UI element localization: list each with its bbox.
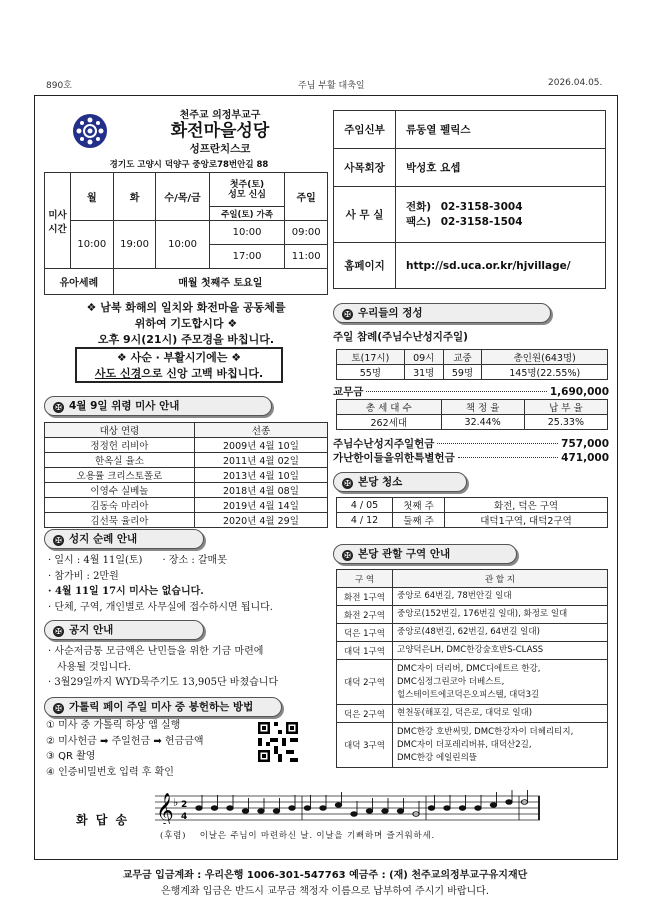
fax-label: 팩스) (406, 215, 432, 228)
table-row (45, 468, 328, 483)
homepage-label: 홈페이지 (334, 243, 396, 289)
table-row (337, 642, 608, 660)
mass-sat-time1: 10:00 (209, 221, 285, 245)
offering-section-header: ✠ 우리들의 정성 (333, 303, 551, 323)
zone-area: DMC한강 호반써밋, DMC한강자이 더헤리티지, DMC자이 더포레리버뷰, 대덕산2길, DMC한강 에일린의뜰 (393, 723, 608, 768)
memorial-date: 2018년 4월 08일 (194, 483, 327, 498)
memorial-name: 한옥실 율소 (45, 453, 195, 468)
cross-icon: ✠ (53, 703, 64, 714)
edu-fee-value: 25.33% (524, 415, 607, 430)
memorial-col1: 대상 연령 (45, 423, 195, 438)
cross-icon: ✠ (53, 626, 64, 637)
music-note (273, 809, 279, 814)
edu-fee-amount: 1,690,000 (549, 386, 609, 398)
phone-number: 02-3158-3004 (440, 200, 523, 213)
edu-fee-value: 262세대 (337, 415, 442, 430)
mass-sun-time2: 11:00 (285, 245, 328, 269)
creed-highlight: 사도 신경 (94, 367, 142, 380)
mass-sat-header: 첫주(토) 성모 신심 (209, 173, 285, 207)
music-note (459, 806, 465, 811)
pilgrim-nomass: 4월 11일 17시 미사는 없습니다. (54, 586, 204, 597)
music-note (397, 809, 403, 814)
diamond-icon: ❖ (227, 317, 238, 330)
zone-name: 대덕 1구역 (337, 642, 393, 660)
diamond-icon: ❖ (231, 351, 242, 364)
cleaning-cell: 첫째 주 (393, 498, 445, 513)
zone-area: 중앙로 64번길, 78번안길 일대 (393, 588, 608, 606)
notice-line2: 사용될 것입니다. (57, 661, 131, 673)
cleaning-cell: 화전, 덕은 구역 (445, 498, 608, 513)
music-note (227, 806, 233, 811)
time-sig-top: 2 (181, 800, 188, 810)
chair-label: 사목회장 (334, 149, 396, 187)
memorial-date: 2011년 4월 02일 (194, 453, 327, 468)
music-note (382, 809, 388, 814)
mass-sat-family-header: 주일(토) 가족 (209, 207, 285, 221)
pay-section-header: ✠ 가톨릭 페이 주일 미사 중 봉헌하는 방법 (44, 697, 282, 717)
zones-col1: 구 역 (337, 570, 393, 588)
zone-area: DMC자이 더리버, DMC디에트르 한강, DMC심정그린코아 더베스트, 힐스테이트에코덕은오피스텔, 대덕3길 (393, 660, 608, 705)
table-row (337, 624, 608, 642)
memorial-name: 정정헌 리비아 (45, 438, 195, 453)
mass-wedthu-header: 수/목/금 (156, 173, 209, 221)
zone-name: 대덕 3구역 (337, 723, 393, 768)
zone-name: 화전 2구역 (337, 606, 393, 624)
edu-fee-table (336, 399, 608, 430)
cross-icon: ✠ (342, 309, 353, 320)
mass-mon-header: 월 (71, 173, 114, 221)
attendance-header: 교중 (443, 350, 482, 365)
homepage-link[interactable]: http://sd.uca.or.kr/hjvillage/ (396, 243, 606, 289)
mass-wed-time: 10:00 (156, 221, 209, 269)
attendance-value: 145명(22.55%) (482, 365, 608, 380)
attendance-value: 31명 (404, 365, 443, 380)
zone-name: 화전 1구역 (337, 588, 393, 606)
zones-col2: 관 할 지 (393, 570, 608, 588)
edu-fee-header: 책 정 율 (441, 400, 524, 415)
pilgrim-apply: 단체, 구역, 개인별로 사무실에 접수하시면 됩니다. (54, 601, 273, 613)
zone-area: 고양덕은LH, DMC한강숲호반S-CLASS (393, 642, 608, 660)
zones-section-header: ✠ 본당 관할 구역 안내 (333, 544, 517, 564)
mass-schedule-table (44, 172, 328, 295)
music-note (475, 806, 481, 811)
memorial-date: 2013년 4월 10일 (194, 468, 327, 483)
music-note (242, 809, 248, 814)
memorial-section-header: ✠ 4월 9일 위령 미사 안내 (44, 396, 272, 416)
notice-section-header: ✠ 공지 안내 (44, 620, 204, 640)
pay-step: ④ 인증비밀번호 입력 후 확인 (46, 766, 174, 778)
pilgrim-date: 일시 : 4월 11일(토) (54, 555, 143, 566)
creed-box (75, 347, 283, 383)
edu-fee-header: 납 부 율 (524, 400, 607, 415)
zones-table (336, 569, 608, 768)
footer-note: 은행계좌 입금은 반드시 교무금 책정자 이름으로 납부하여 주시기 바랍니다. (160, 886, 490, 897)
pay-step: ③ QR 촬영 (46, 751, 96, 762)
edu-fee-header: 총 세 대 수 (337, 400, 442, 415)
diamond-icon: ❖ (86, 301, 97, 314)
attendance-header: 토(17시) (337, 350, 405, 365)
palm-sunday-label: 주님수난성지주일헌금 (333, 438, 435, 450)
table-row (337, 723, 608, 768)
footer-account: 교무금 입금계좌 : 우리은행 1006-301-547763 예금주 : (재) 천주교의정부교구유지재단 (122, 870, 528, 881)
memorial-date: 2020년 4월 29일 (194, 513, 327, 528)
bulletin-date: 2026.04.05. (548, 78, 603, 88)
time-sig-bottom: 4 (181, 812, 188, 822)
music-note (258, 809, 264, 814)
music-note (351, 812, 357, 817)
cleaning-section-header: ✠ 본당 청소 (333, 472, 467, 492)
chair-name: 박성호 요셉 (396, 149, 606, 187)
diocese-name: 천주교 의정부교구 (179, 110, 261, 121)
memorial-col2: 선종 (194, 423, 327, 438)
cleaning-cell: 둘째 주 (393, 513, 445, 528)
mass-sun-header: 주일 (285, 173, 328, 221)
sunday-attendance-label: 주일 참례(주님수난성지주일) (333, 331, 468, 343)
memorial-name: 김동숙 마리아 (45, 498, 195, 513)
zone-area: 현천동(해포길, 덕은로, 대덕로 일대) (393, 705, 608, 723)
pilgrimage-section-header: ✠ 성지 순례 안내 (44, 529, 204, 549)
zone-name: 덕은 1구역 (337, 624, 393, 642)
bulletin-title: 주님 부활 대축일 (298, 81, 365, 91)
music-note (320, 806, 326, 811)
lyric-text: 이날은 주님이 마련하신 날. 이날을 기뻐하며 즐거워하세. (199, 831, 436, 841)
attendance-table (336, 349, 608, 380)
table-row (45, 438, 328, 453)
memorial-name: 김선묵 율리아 (45, 513, 195, 528)
office-label: 사 무 실 (334, 187, 396, 243)
music-note (196, 806, 202, 811)
poor-offering-label: 가난한이들을위한특별헌금 (333, 452, 455, 464)
edu-fee-label: 교무금 (333, 386, 364, 398)
fax-number: 02-3158-1504 (440, 215, 523, 228)
attendance-value: 55명 (337, 365, 405, 380)
parish-patron: 성프란치스코 (189, 143, 251, 155)
mass-tue-time: 19:00 (113, 221, 156, 269)
music-note (428, 806, 434, 811)
parish-info-table (333, 110, 606, 289)
memorial-date: 2019년 4월 14일 (194, 498, 327, 513)
issue-number: 890호 (46, 81, 72, 91)
flat-icon: ♭ (173, 796, 179, 809)
table-row (45, 513, 328, 528)
phone-label: 전화) (406, 200, 432, 213)
mass-tue-header: 화 (113, 173, 156, 221)
notice-line1: 사순저금통 모금액은 난민들을 위한 기금 마련에 (54, 646, 264, 657)
music-note (304, 806, 310, 811)
zone-name: 덕은 2구역 (337, 705, 393, 723)
infant-baptism-value: 매월 첫째주 토요일 (113, 269, 327, 295)
zone-name: 대덕 2구역 (337, 660, 393, 705)
creed-line2: 으로 신앙 고백 바칩니다. (141, 367, 264, 380)
table-row (337, 705, 608, 723)
memorial-name: 오용률 크리스토폴로 (45, 468, 195, 483)
parish-logo-icon (72, 113, 108, 149)
edu-fee-value: 32.44% (441, 415, 524, 430)
prayer-line2: 위하여 기도합시다 (134, 317, 224, 330)
attendance-header: 09시 (404, 350, 443, 365)
music-note (366, 809, 372, 814)
table-row (45, 453, 328, 468)
response-psalm-label: 화 답 송 (76, 813, 130, 827)
table-row (337, 588, 608, 606)
cleaning-cell: 4 / 12 (337, 513, 393, 528)
music-note (444, 806, 450, 811)
pilgrim-place: 장소 : 갈매못 (168, 555, 227, 566)
prayer-line1: 남북 화해의 일치와 화전마을 공동체를 (100, 301, 286, 314)
zone-area: 중앙로(152번길, 176번길 일대), 화정로 일대 (393, 606, 608, 624)
pastor-name: 류동열 펠릭스 (396, 111, 606, 149)
music-note (335, 803, 341, 808)
attendance-value: 59명 (443, 365, 482, 380)
cleaning-table (336, 497, 608, 528)
mass-row-label: 미사 시간 (45, 173, 71, 269)
infant-baptism-label: 유아세례 (45, 269, 114, 295)
prayer-line3: 오후 9시(21시) 주모경을 바칩니다. (97, 333, 275, 346)
memorial-name: 이영수 실베놀 (45, 483, 195, 498)
table-row (45, 498, 328, 513)
parish-name: 화전마을성당 (170, 121, 270, 141)
music-note (289, 806, 295, 811)
music-staff (155, 790, 540, 824)
pastor-label: 주임신부 (334, 111, 396, 149)
memorial-table (44, 422, 328, 528)
pilgrim-fee: 참가비 : 2만원 (54, 570, 119, 582)
table-row (45, 483, 328, 498)
creed-line1: 사순 · 부활시기에는 (130, 351, 228, 364)
memorial-date: 2009년 4월 10일 (194, 438, 327, 453)
cross-icon: ✠ (342, 550, 353, 561)
music-note (490, 803, 496, 808)
attendance-header: 총인원(643명) (482, 350, 608, 365)
cleaning-cell: 대덕1구역, 대덕2구역 (445, 513, 608, 528)
notice-line3: 3월29일까지 WYD묵주기도 13,905단 바쳤습니다 (54, 677, 279, 688)
music-note (211, 806, 217, 811)
parish-address: 경기도 고양시 덕양구 중앙로78번안길 88 (109, 160, 269, 170)
table-row (337, 513, 608, 528)
lyric-prefix: (후렴) (160, 831, 187, 841)
music-note (506, 800, 512, 805)
cross-icon: ✠ (53, 535, 64, 546)
table-row (337, 498, 608, 513)
palm-sunday-amount: 757,000 (561, 438, 609, 450)
table-row (337, 660, 608, 705)
diamond-icon: ❖ (116, 351, 127, 364)
zone-area: 중앙로(48번길, 62번길, 64번길 일대) (393, 624, 608, 642)
cross-icon: ✠ (342, 478, 353, 489)
mass-sun-time1: 09:00 (285, 221, 328, 245)
table-row (337, 606, 608, 624)
pay-step: ② 미사헌금 ➡ 주일헌금 ➡ 헌금금액 (46, 735, 204, 747)
pay-step: ① 미사 중 가톨릭 하상 앱 실행 (46, 720, 181, 731)
qr-code-icon[interactable] (258, 722, 298, 762)
mass-mon-time: 10:00 (71, 221, 114, 269)
treble-clef-icon: 𝄞 (156, 793, 174, 824)
poor-offering-amount: 471,000 (561, 452, 609, 464)
cleaning-cell: 4 / 05 (337, 498, 393, 513)
mass-sat-time2: 17:00 (209, 245, 285, 269)
cross-icon: ✠ (53, 402, 64, 413)
